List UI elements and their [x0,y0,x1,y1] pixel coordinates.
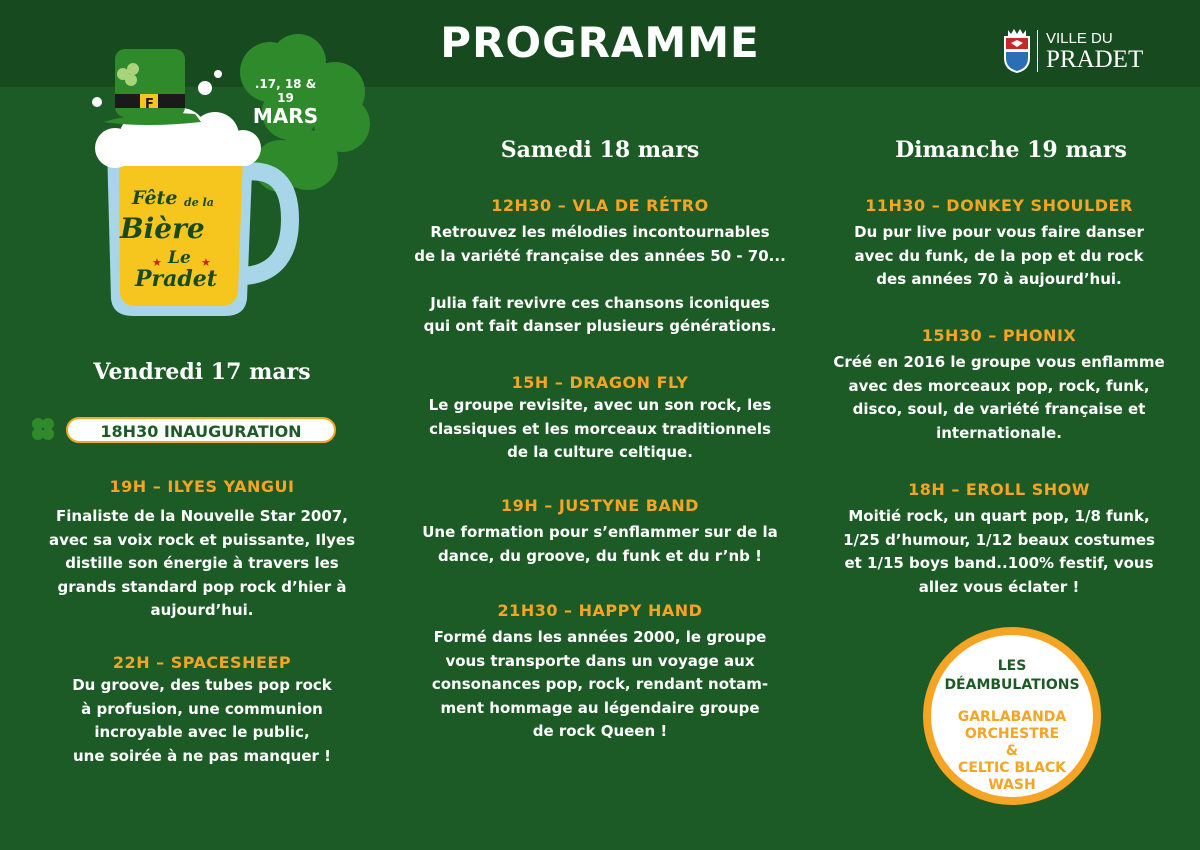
deambulations-badge [923,627,1101,805]
inauguration-pill [66,417,336,443]
event-description: Formé dans les années 2000, le groupe vous transporte dans un voyage aux consonances pop, rock, rendant notam- ment hommage au légendaire groupe de rock Queen ! [431,628,769,740]
saturday-event-2 [398,373,802,465]
event-description: Le groupe revisite, avec un son rock, les classiques et les morceaux traditionnels de la culture celtique. [428,396,772,461]
friday-event-1 [0,477,404,623]
event-title: 19H – ILYES YANGUI [109,477,295,496]
event-description: Moitié rock, un quart pop, 1/8 funk, 1/25 d’humour, 1/12 beaux costumes et 1/15 boys band..100% festif, vous allez vous éclater ! [843,507,1155,596]
sunday-event-2 [797,326,1200,445]
city-crest-icon [1002,28,1032,74]
city-name-line2: PRADET [1046,46,1144,73]
friday-event-2 [0,653,404,768]
sunday-event-3 [797,480,1200,599]
event-title: 19H – JUSTYNE BAND [501,496,699,515]
city-name-line1: VILLE DU [1046,30,1113,47]
mug-text-biere: Bière [120,212,205,245]
hat-badge: F [145,97,154,112]
event-title: 11H30 – DONKEY SHOULDER [865,196,1133,215]
star-icon: ★ [152,256,162,269]
sunday-column [809,137,1200,163]
logo-divider [1037,30,1038,72]
event-description: Une formation pour s’enflammer sur de la dance, du groove, du funk et du r’nb ! [422,523,778,565]
saturday-event-3 [398,496,802,568]
clover-icon [28,414,58,444]
saturday-event-1 [398,196,802,339]
event-title: 15H – DRAGON FLY [511,373,689,392]
sunday-event-1 [797,196,1200,292]
event-description: Créé en 2016 le groupe vous enflamme avec des morceaux pop, rock, funk, disco, soul, de variété française et internationale. [833,353,1165,442]
event-title: 22H – SPACESHEEP [112,653,292,672]
day-heading-friday: Vendredi 17 mars [93,359,311,385]
inauguration-label: 18H30 INAUGURATION [100,422,302,441]
event-description: Retrouvez les mélodies incontournables de la variété française des années 50 - 70... Julia fait revivre ces chansons iconiques qui ont fait danser plusieurs générations. [414,223,786,335]
day-heading-sunday: Dimanche 19 mars [895,137,1127,163]
saturday-event-4 [398,601,802,744]
page-title: PROGRAMME [440,18,760,67]
friday-column [0,359,404,385]
event-description: Finaliste de la Nouvelle Star 2007, avec sa voix rock et puissante, Ilyes distille son énergie à travers les grands standard pop rock d’hier à aujourd’hui. [48,507,356,619]
event-description: Du groove, des tubes pop rock à profusion, une communion incroyable avec le public, une soirée à ne pas manquer ! [72,676,332,765]
event-description: Du pur live pour vous faire danser avec du funk, de la pop et du rock des années 70 à aujourd’hui. [854,223,1144,288]
deambulations-bands: GARLABANDA ORCHESTRE & CELTIC BLACK WASH [957,709,1067,793]
star-icon: ★ [201,256,211,269]
city-logo [1000,28,1150,78]
saturday-column [398,137,802,163]
dates-days: .17, 18 & 19 [254,77,317,105]
mug-text-de-la: de la [184,196,214,209]
event-dates [248,77,323,127]
mug-text-fete: Fête [132,187,178,209]
deambulations-heading: LES DÉAMBULATIONS [944,658,1080,693]
event-title: 15H30 – PHONIX [921,326,1077,345]
event-title: 21H30 – HAPPY HAND [497,601,703,620]
day-heading-saturday: Samedi 18 mars [500,137,700,163]
event-title: 18H – EROLL SHOW [908,480,1090,499]
mug-text-le: Le [168,248,191,268]
dates-month: MARS [252,104,319,128]
mug-text-pradet: Pradet [135,266,217,292]
event-title: 12H30 – VLA DE RÉTRO [491,196,709,215]
